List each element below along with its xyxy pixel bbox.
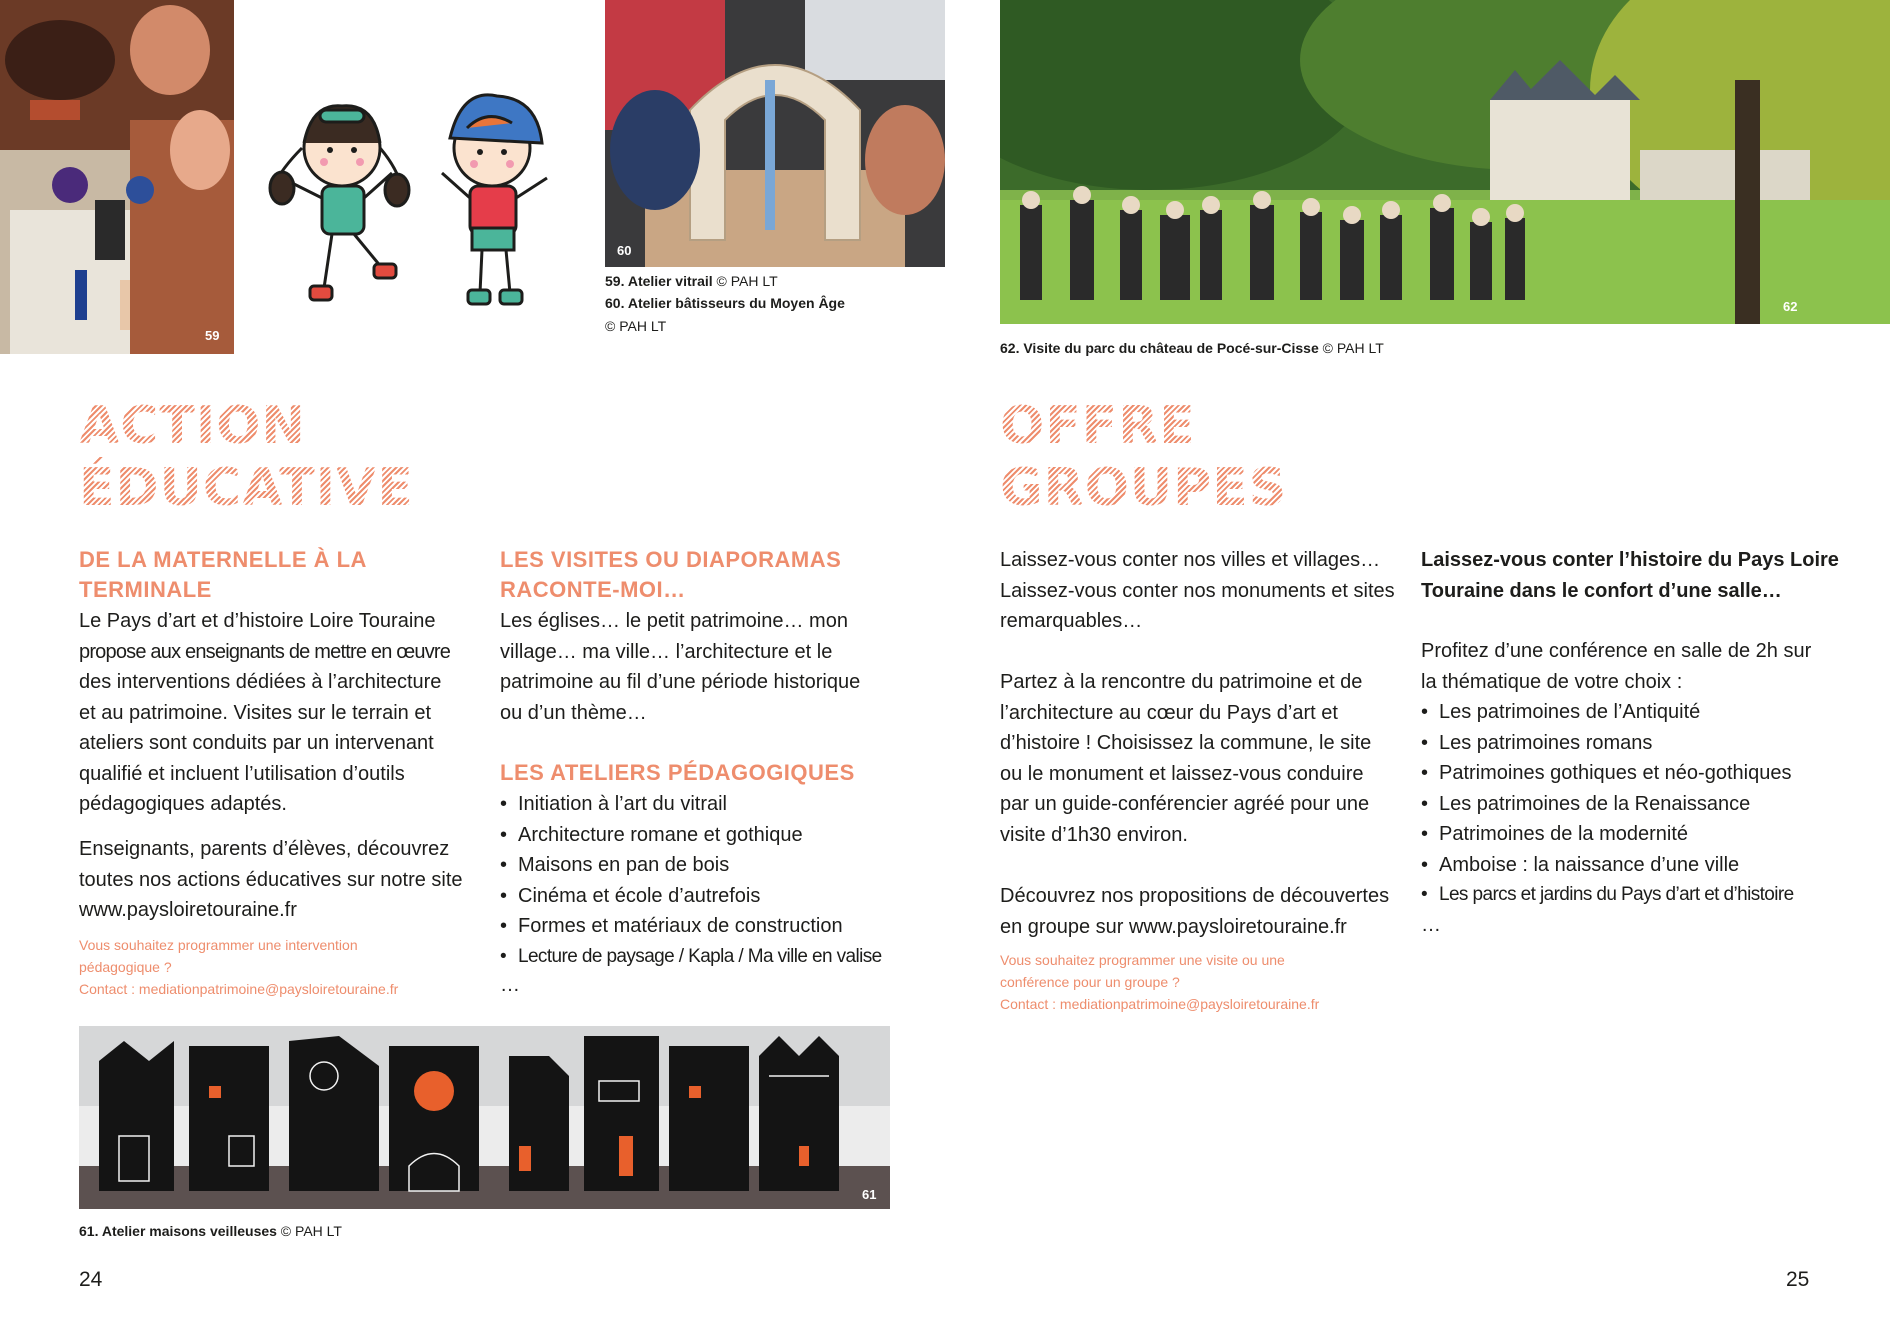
text-line: ou le monument et laissez-vous conduire <box>1000 762 1364 785</box>
text-line: remarquables… <box>1000 610 1143 632</box>
caption-title: 61. Atelier maisons veilleuses <box>79 1223 277 1239</box>
list-item: • Patrimoines de la modernité <box>1421 819 1794 850</box>
text-line: toutes nos actions éducatives sur notre site <box>79 868 463 891</box>
section-title-offre-groupes <box>1000 395 1287 519</box>
contact-email-link[interactable]: Contact : mediationpatrimoine@paysloiretouraine.fr <box>1000 996 1320 1012</box>
list-thematiques <box>1421 697 1794 911</box>
text-line: patrimoine au fil d’une période historique <box>500 671 861 693</box>
text-line: ateliers sont conduits par un intervenant <box>79 732 434 754</box>
photo-number: 60 <box>617 243 632 258</box>
caption-credit: © PAH LT <box>1318 340 1384 356</box>
list-item: • Architecture romane et gothique <box>500 820 882 851</box>
text-line: www.paysloiretouraine.fr <box>79 899 297 921</box>
caption-credit: © PAH LT <box>276 1223 342 1239</box>
list-item: • Maisons en pan de bois <box>500 850 882 881</box>
photo-maisons-veilleuses <box>79 1026 890 1209</box>
text-line: Laissez-vous conter nos villes et villages… <box>1000 549 1381 571</box>
title-line: ACTION <box>79 396 306 456</box>
contact-visite-groupe <box>1000 949 1319 1015</box>
heading-line: DE LA MATERNELLE À LA <box>79 547 367 572</box>
text-line: Découvrez nos propositions de découvertes <box>1000 885 1390 907</box>
photo-number: 61 <box>862 1187 877 1202</box>
heading-line: LES VISITES OU DIAPORAMAS <box>500 547 842 572</box>
caption-photo-62 <box>1000 337 1384 359</box>
text-line: la thématique de votre choix : <box>1421 670 1683 693</box>
text-line: Profitez d’une conférence en salle de 2h sur <box>1421 640 1812 662</box>
text-line: ou d’un thème… <box>500 701 647 724</box>
photo-atelier-vitrail-image <box>0 0 234 354</box>
list-item: • Les patrimoines de l’Antiquité <box>1421 697 1794 728</box>
paragraph-enseignants <box>79 606 450 820</box>
title-line: GROUPES <box>1000 458 1288 518</box>
title-line: ÉDUCATIVE <box>79 458 414 518</box>
photo-atelier-batisseurs-image <box>605 0 945 267</box>
page-number: 25 <box>1786 1268 1810 1291</box>
list-item: • Cinéma et école d’autrefois <box>500 881 882 912</box>
paragraph-partez <box>1000 667 1371 850</box>
photo-maisons-veilleuses-image <box>79 1026 890 1209</box>
text-line: propose aux enseignants de mettre en œuvre <box>79 640 451 663</box>
list-ellipsis: … <box>500 974 520 996</box>
photo-number: 59 <box>205 328 220 343</box>
text-line: en groupe sur www.paysloiretouraine.fr <box>1000 915 1347 938</box>
section-title-action-educative <box>79 395 414 519</box>
text-line: des interventions dédiées à l’architecture <box>79 671 442 693</box>
text-line: d’histoire ! Choisissez la commune, le site <box>1000 732 1372 754</box>
heading-ateliers-pedagogiques <box>500 758 855 788</box>
caption-photo-60 <box>605 292 845 314</box>
explorers-illustration-image <box>262 88 582 320</box>
photo-atelier-vitrail <box>0 0 234 354</box>
text-line: village… ma ville… l’architecture et le <box>500 640 833 663</box>
intro-laissez-vous <box>1000 545 1395 637</box>
caption-photo-59 <box>605 270 778 292</box>
text-line: Partez à la rencontre du patrimoine et de <box>1000 671 1363 693</box>
contact-line: pédagogique ? <box>79 959 172 975</box>
text-line: Laissez-vous conter l’histoire du Pays Loire <box>1421 549 1839 571</box>
caption-credit: © PAH LT <box>712 273 778 289</box>
caption-title: 62. Visite du parc du château de Pocé-sur-Cisse <box>1000 340 1319 356</box>
photo-chateau-poce-image <box>1000 0 1890 324</box>
list-item: • Les parcs et jardins du Pays d’art et d’histoire <box>1421 880 1794 911</box>
illustration-explorers <box>262 88 582 320</box>
caption-title: 60. Atelier bâtisseurs du Moyen Âge <box>605 295 845 311</box>
paragraph-eglises <box>500 606 860 728</box>
text-line: Enseignants, parents d’élèves, découvrez <box>79 838 450 860</box>
photo-atelier-batisseurs <box>605 0 945 267</box>
caption-title: 59. Atelier vitrail <box>605 273 713 289</box>
caption-photo-60-credit: © PAH LT <box>605 318 667 334</box>
contact-email-link[interactable]: Contact : mediationpatrimoine@paysloiretouraine.fr <box>79 981 399 997</box>
list-item: • Lecture de paysage / Kapla / Ma ville en valise <box>500 942 882 973</box>
list-ellipsis: … <box>1421 914 1441 936</box>
text-line: pédagogiques adaptés. <box>79 793 287 815</box>
contact-intervention <box>79 934 398 1000</box>
list-item: • Les patrimoines de la Renaissance <box>1421 789 1794 820</box>
heading-line: LES ATELIERS PÉDAGOGIQUES <box>500 760 855 785</box>
heading-line: RACONTE-MOI… <box>500 577 686 602</box>
paragraph-decouvrez <box>1000 881 1389 942</box>
contact-line: Vous souhaitez programmer une intervention <box>79 937 358 953</box>
heading-maternelle-terminale <box>79 545 367 605</box>
list-ateliers <box>500 789 882 972</box>
photo-chateau-poce <box>1000 0 1890 324</box>
text-line: Les églises… le petit patrimoine… mon <box>500 610 848 632</box>
text-line: et au patrimoine. Visites sur le terrain et <box>79 701 432 724</box>
list-item: • Amboise : la naissance d’une ville <box>1421 850 1794 881</box>
list-item: • Patrimoines gothiques et néo-gothiques <box>1421 758 1794 789</box>
contact-line: conférence pour un groupe ? <box>1000 974 1180 990</box>
heading-line: TERMINALE <box>79 577 212 602</box>
lead-histoire-pays <box>1421 545 1839 606</box>
list-item: • Les patrimoines romans <box>1421 728 1794 759</box>
text-line: visite d’1h30 environ. <box>1000 823 1188 846</box>
text-line: Touraine dans le confort d’une salle… <box>1421 579 1782 602</box>
text-line: l’architecture au cœur du Pays d’art et <box>1000 701 1338 724</box>
contact-line: Vous souhaitez programmer une visite ou une <box>1000 952 1285 968</box>
list-item: • Formes et matériaux de construction <box>500 911 882 942</box>
paragraph-conference <box>1421 636 1811 697</box>
heading-visites-diaporamas <box>500 545 841 605</box>
text-line: par un guide-conférencier agréé pour une <box>1000 793 1370 815</box>
text-line: Laissez-vous conter nos monuments et sites <box>1000 579 1395 602</box>
title-line: OFFRE <box>1000 396 1196 456</box>
text-line: qualifié et incluent l’utilisation d’outils <box>79 762 405 785</box>
list-item: • Initiation à l’art du vitrail <box>500 789 882 820</box>
caption-photo-61 <box>79 1220 342 1242</box>
text-line: Le Pays d’art et d’histoire Loire Touraine <box>79 610 436 632</box>
photo-number: 62 <box>1783 299 1798 314</box>
page-number: 24 <box>79 1268 103 1291</box>
paragraph-parents <box>79 834 463 926</box>
